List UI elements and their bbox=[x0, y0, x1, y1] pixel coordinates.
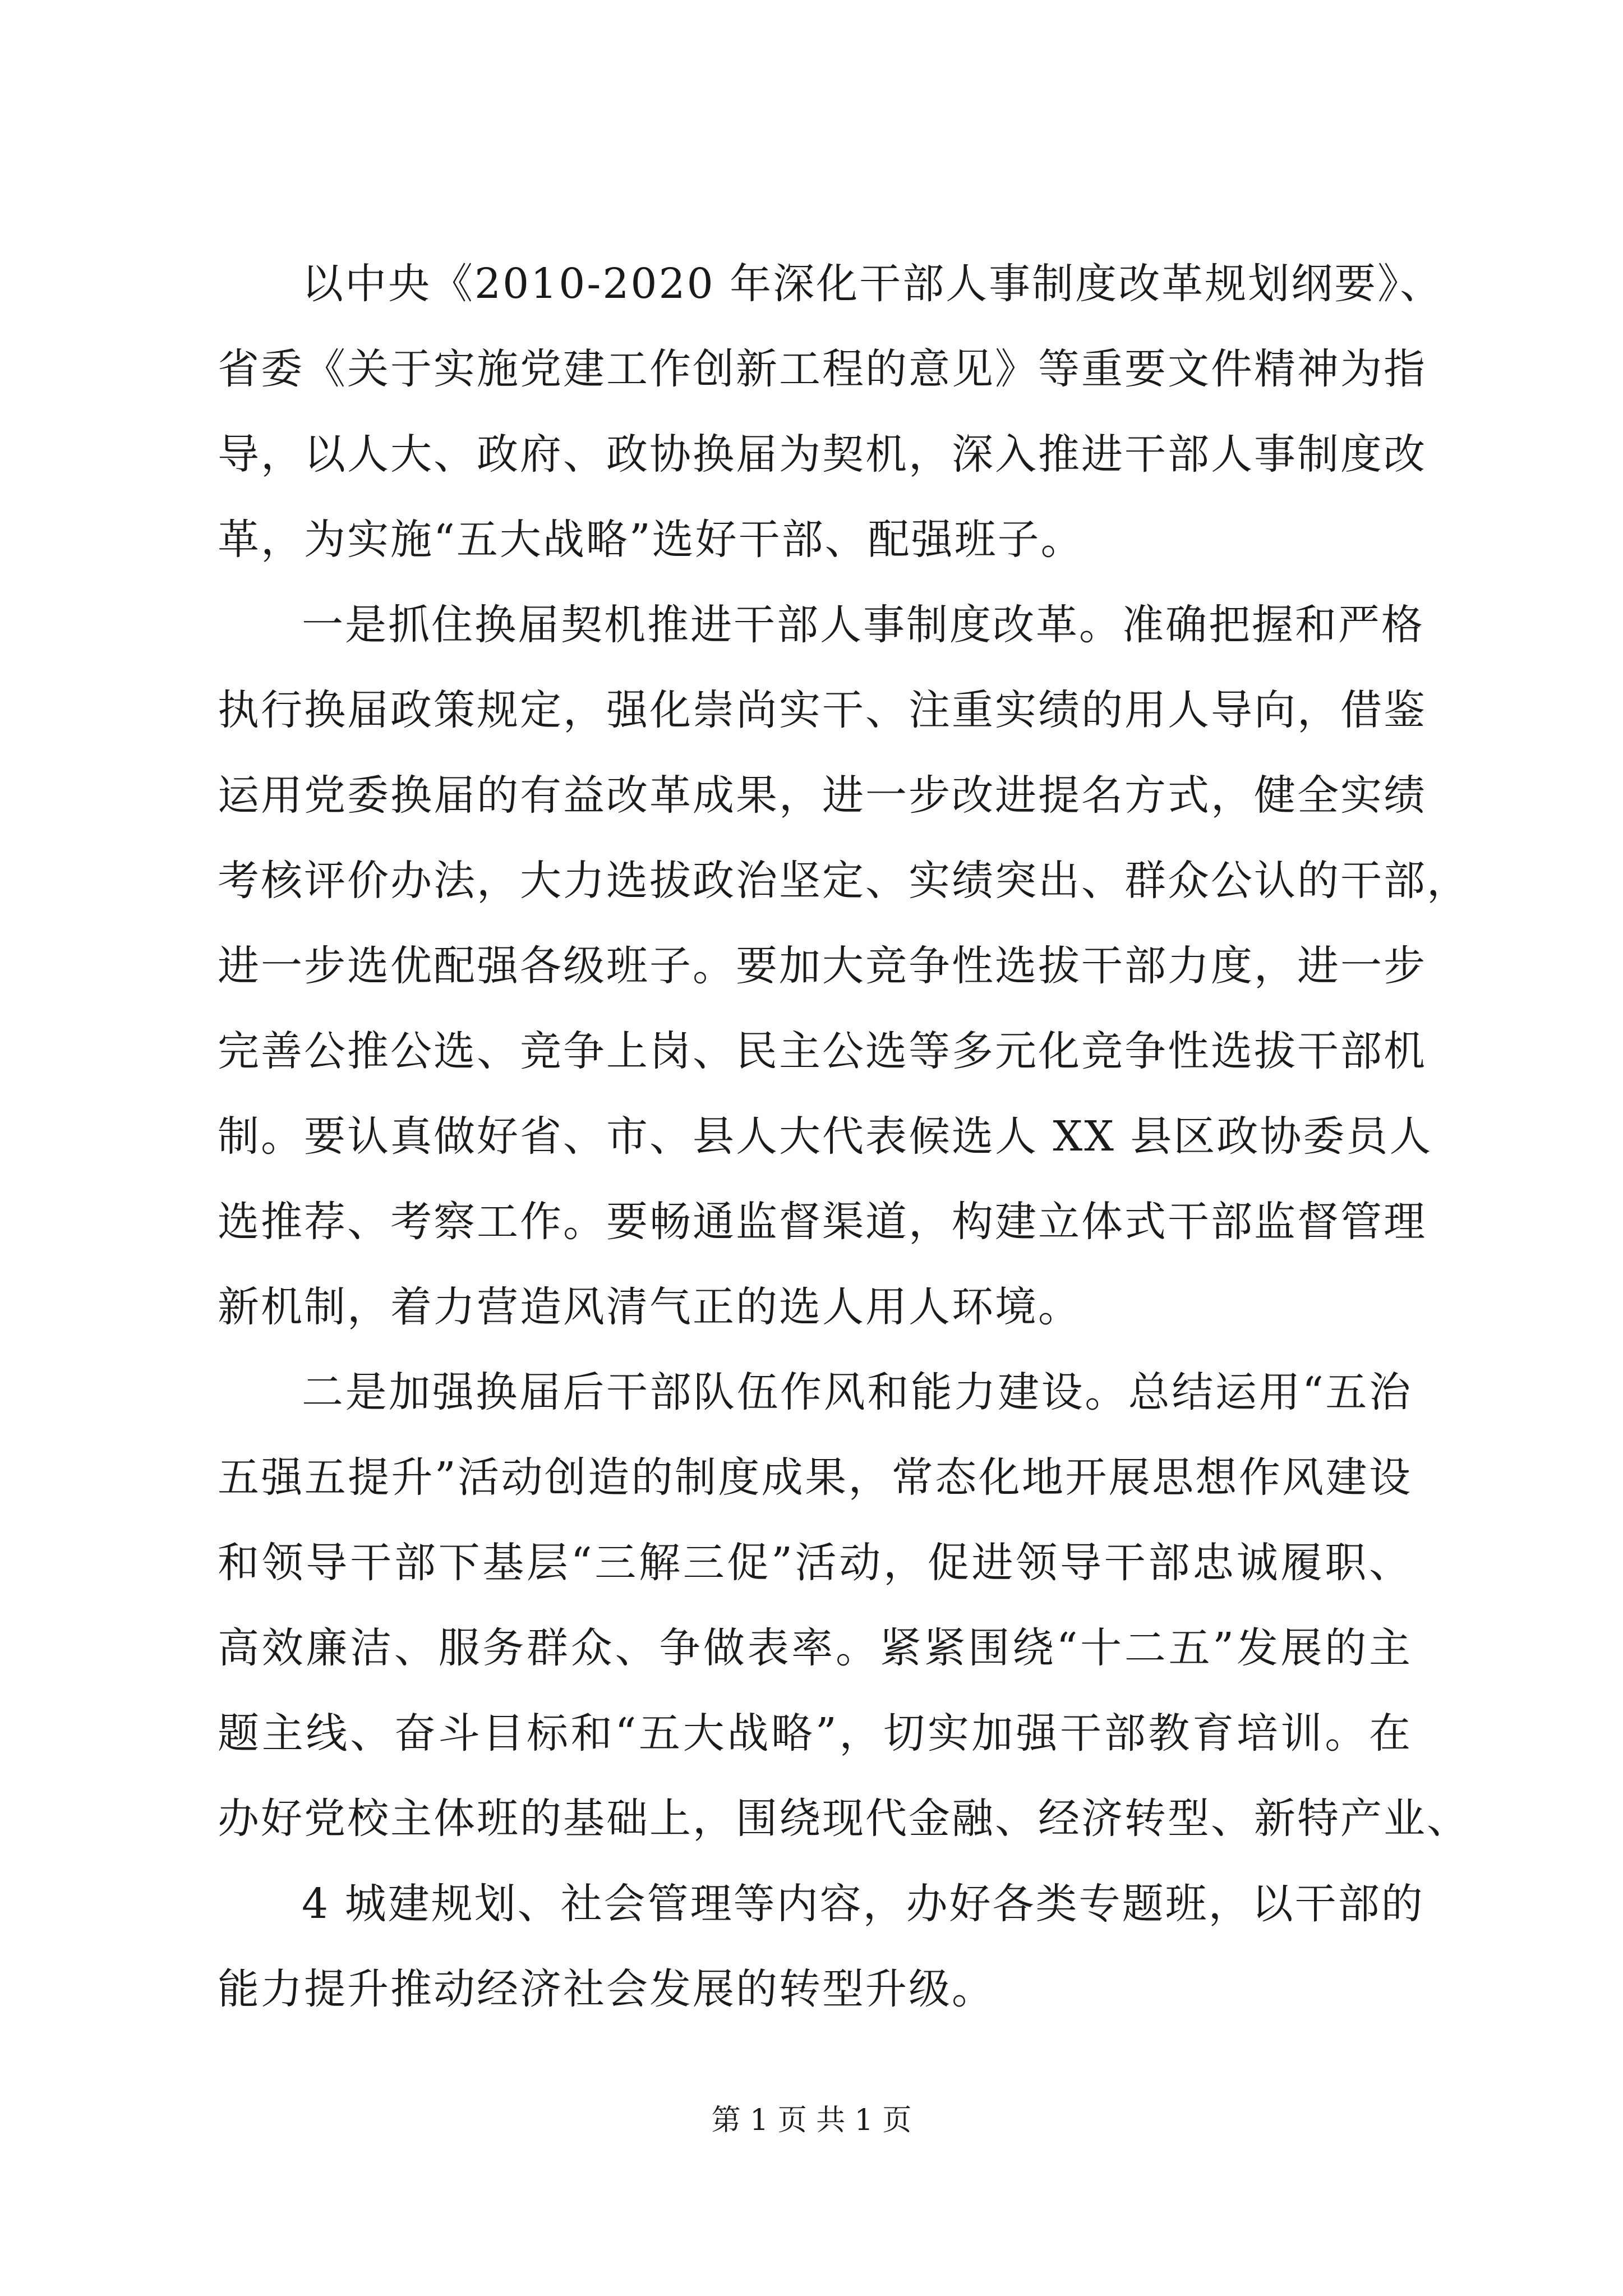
paragraph-4-line-1: 4 城建规划、社会管理等内容，办好各类专题班，以干部的 bbox=[302, 1880, 1424, 1928]
paragraph-1-line-2: 省委《关于实施党建工作创新工程的意见》等重要文件精神为指 bbox=[218, 345, 1427, 393]
paragraph-2-line-7: 制。要认真做好省、市、县人大代表候选人 XX 县区政协委员人 bbox=[218, 1112, 1433, 1161]
paragraph-3-line-4: 高效廉洁、服务群众、争做表率。紧紧围绕“十二五”发展的主 bbox=[218, 1624, 1412, 1672]
paragraph-3-line-6: 办好党校主体班的基础上，围绕现代金融、经济转型、新特产业、 bbox=[218, 1795, 1470, 1843]
paragraph-2-line-8: 选推荐、考察工作。要畅通监督渠道，构建立体式干部监督管理 bbox=[218, 1198, 1427, 1246]
paragraph-3-line-3: 和领导干部下基层“三解三促”活动，促进领导干部忠诚履职、 bbox=[218, 1539, 1412, 1587]
paragraph-2-line-1: 一是抓住换届契机推进干部人事制度改革。准确把握和严格 bbox=[302, 601, 1424, 649]
paragraph-4-line-2: 能力提升推动经济社会发展的转型升级。 bbox=[218, 1965, 995, 2013]
paragraph-2-line-5: 进一步选优配强各级班子。要加大竞争性选拔干部力度，进一步 bbox=[218, 942, 1427, 990]
paragraph-1-line-4: 革，为实施“五大战略”选好干部、配强班子。 bbox=[218, 516, 1084, 564]
paragraph-1-line-1: 以中央《2010-2020 年深化干部人事制度改革规划纲要》、 bbox=[302, 260, 1444, 308]
paragraph-2-line-9: 新机制，着力营造风清气正的选人用人环境。 bbox=[218, 1283, 1081, 1331]
document-body bbox=[218, 241, 1470, 2032]
paragraph-2-line-2: 执行换届政策规定，强化崇尚实干、注重实绩的用人导向，借鉴 bbox=[218, 686, 1427, 734]
paragraph-3-line-2: 五强五提升”活动创造的制度成果，常态化地开展思想作风建设 bbox=[218, 1453, 1412, 1502]
page-number-footer: 第 1 页 共 1 页 bbox=[711, 2104, 912, 2137]
paragraph-1-line-3: 导，以人大、政府、政协换届为契机，深入推进干部人事制度改 bbox=[218, 430, 1427, 478]
paragraph-2-line-6: 完善公推公选、竞争上岗、民主公选等多元化竞争性选拔干部机 bbox=[218, 1027, 1427, 1075]
paragraph-3-line-1: 二是加强换届后干部队伍作风和能力建设。总结运用“五治 bbox=[302, 1368, 1412, 1416]
paragraph-2-line-3: 运用党委换届的有益改革成果，进一步改进提名方式，健全实绩 bbox=[218, 771, 1427, 820]
paragraph-2-line-4: 考核评价办法，大力选拔政治坚定、实绩突出、群众公认的干部， bbox=[218, 857, 1470, 905]
paragraph-3-line-5: 题主线、奋斗目标和“五大战略”，切实加强干部教育培训。在 bbox=[218, 1709, 1412, 1757]
